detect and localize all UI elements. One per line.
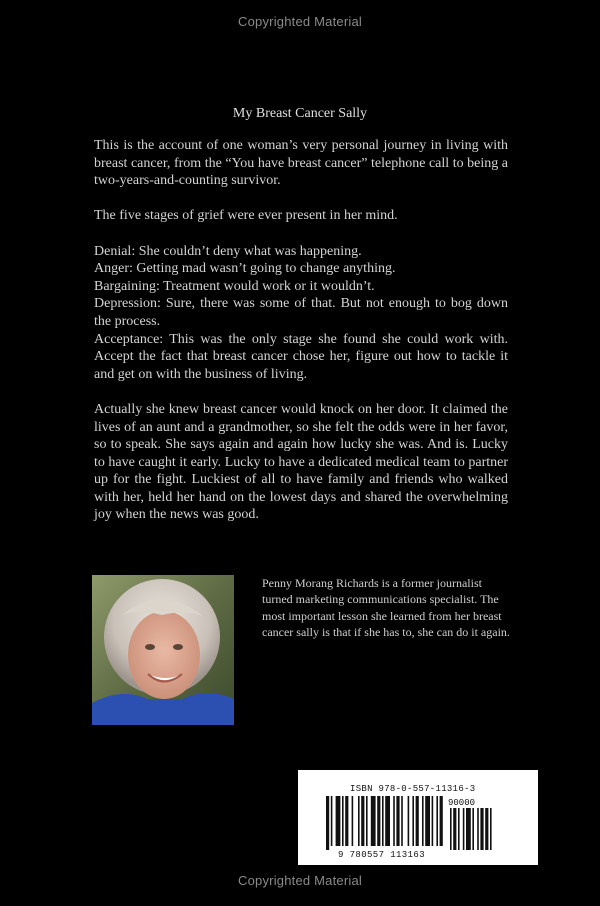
- barcode-addon-bar: [453, 808, 456, 850]
- barcode-bar: [382, 796, 384, 846]
- barcode-bar: [401, 796, 403, 846]
- barcode-bar: [408, 796, 410, 846]
- barcode-bar: [416, 796, 419, 846]
- barcode-bar: [342, 796, 344, 846]
- author-bio: Penny Morang Richards is a former journalist turned marketing communications specialist. The most important lesson she learned from her breast cancer sally is that if she has to, she can do it again.: [262, 576, 510, 640]
- barcode-addon-bar: [450, 808, 452, 850]
- barcode-bar: [331, 796, 333, 846]
- barcode-bar: [436, 796, 438, 846]
- barcode-bar: [385, 796, 390, 846]
- barcode-bar: [336, 796, 341, 846]
- barcode-bar: [425, 796, 430, 846]
- barcode-bar: [371, 796, 376, 846]
- barcode-bar: [396, 796, 399, 846]
- intro-paragraph: This is the account of one woman’s very personal journey in living with breast cancer, from the “You have breast cancer” telephone call to being a two-years-and-counting survivor.: [94, 138, 508, 189]
- isbn-barcode: [298, 770, 538, 865]
- barcode-addon-bar: [477, 808, 479, 850]
- stage-acceptance: Acceptance: This was the only stage she found she could work with. Accept the fact that breast cancer chose her, figure out how to tackle it and get on with the business of living.: [94, 331, 508, 382]
- barcode-bar: [345, 796, 348, 846]
- barcode-addon-bar: [480, 808, 483, 850]
- barcode-bar: [393, 796, 395, 846]
- barcode-bar: [352, 796, 354, 846]
- barcode-bar: [377, 796, 380, 846]
- barcode-addon-bar: [485, 808, 488, 850]
- stage-bargaining: Bargaining: Treatment would work or it wouldn’t.: [94, 278, 375, 294]
- barcode-bar: [326, 796, 329, 850]
- copyright-watermark-bottom: Copyrighted Material: [238, 873, 362, 888]
- grief-stages-list: [94, 243, 508, 384]
- barcode-digits: 9 780557 113163: [338, 850, 426, 860]
- stage-anger: Anger: Getting mad wasn’t going to change anything.: [94, 261, 396, 277]
- copyright-watermark-top: Copyrighted Material: [238, 14, 362, 29]
- stage-denial: Denial: She couldn’t deny what was happening.: [94, 243, 362, 259]
- barcode-bar: [358, 796, 360, 846]
- barcode-bar: [361, 796, 364, 846]
- barcode-addon-bar: [472, 808, 474, 850]
- author-photo: [92, 575, 234, 725]
- isbn-text: ISBN 978-0-557-11316-3: [350, 784, 476, 794]
- barcode-bar: [432, 796, 434, 846]
- barcode-addon-bar: [490, 808, 492, 850]
- barcode-bars: [326, 796, 526, 850]
- barcode-addon-bar: [458, 808, 460, 850]
- stage-depression: Depression: Sure, there was some of that. But not enough to bog down the process.: [94, 296, 508, 329]
- barcode-bar: [366, 796, 368, 846]
- back-cover-text: [94, 137, 508, 542]
- book-title: My Breast Cancer Sally: [232, 106, 368, 121]
- barcode-addon-bar: [463, 808, 465, 850]
- barcode-bar: [412, 796, 414, 846]
- barcode-bar: [422, 796, 424, 846]
- closing-paragraph: Actually she knew breast cancer would knock on her door. It claimed the lives of an aunt and a grandmother, so she felt the odds were in her favor, so to speak. She says again and again how lucky she was. And is. Lucky to have caught it early. Lucky to have a dedicated medical team to partner up for the fight. Luckiest of all to have family and friends who walked with her, held her hand on the lowest days and shared the overwhelming joy when the news was good.: [94, 401, 508, 523]
- barcode-addon-bar: [466, 808, 471, 850]
- stages-intro: The five stages of grief were ever present in her mind.: [94, 208, 398, 224]
- barcode-bar: [440, 796, 443, 846]
- price-code: 90000: [448, 798, 476, 808]
